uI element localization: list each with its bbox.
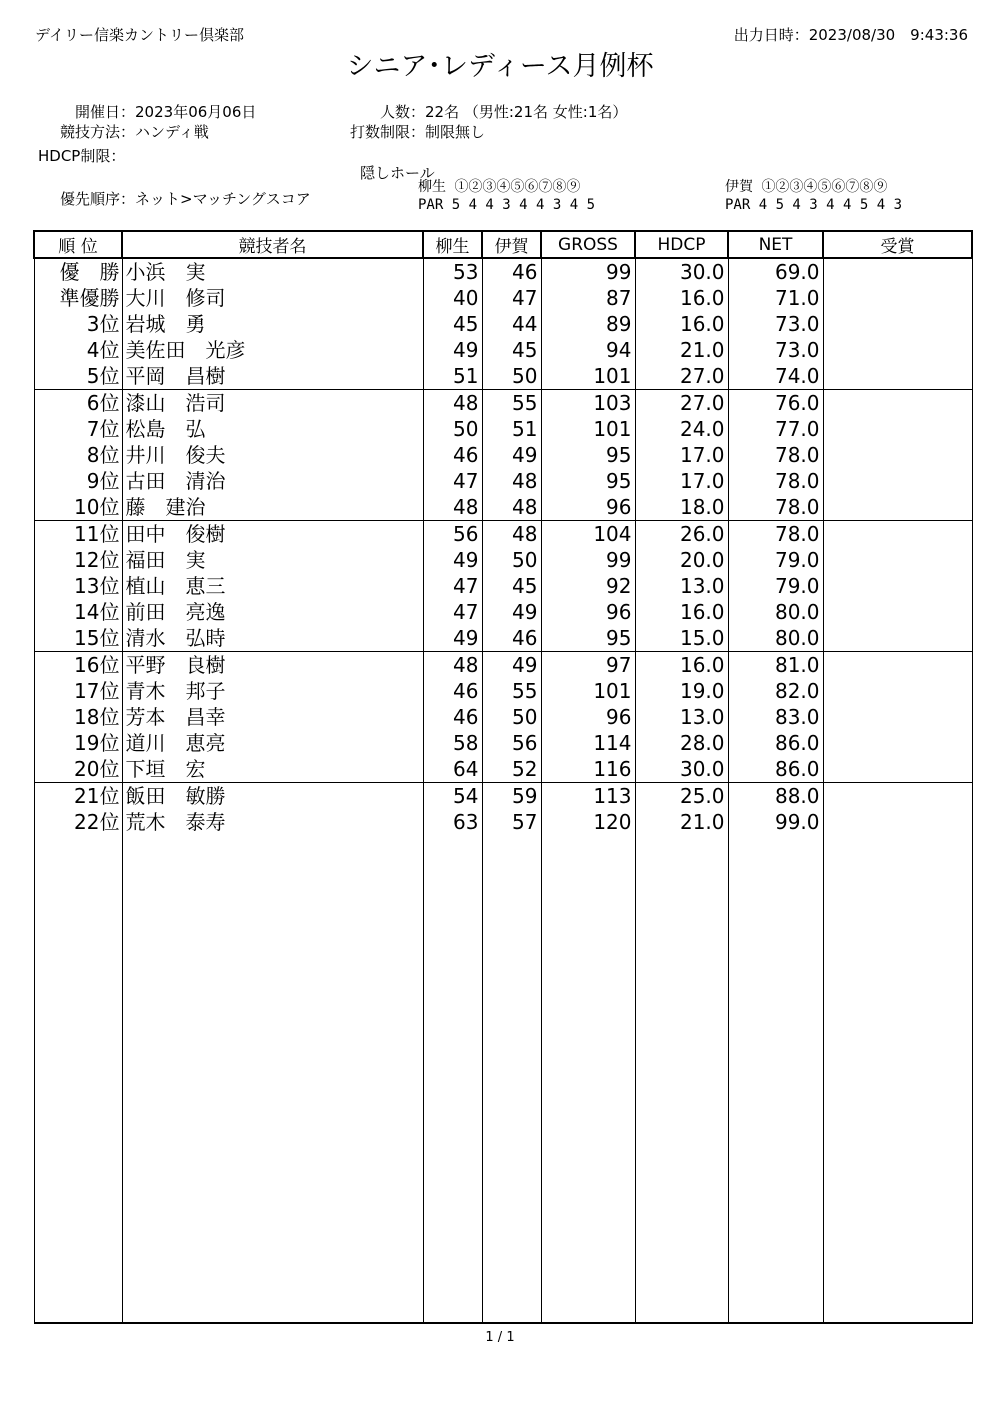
course1-par: PAR 5 4 4 3 4 4 3 4 5 xyxy=(418,197,596,213)
course1-marks: ①②③④⑤⑥⑦⑧⑨ xyxy=(454,179,581,195)
cell-out: 48 xyxy=(423,652,482,679)
cell-net: 73.0 xyxy=(728,337,823,363)
cell-in: 55 xyxy=(482,678,541,704)
cell-name: 田中 俊樹 xyxy=(122,521,423,548)
cell-out: 47 xyxy=(423,573,482,599)
cell-in: 55 xyxy=(482,390,541,417)
cell-net: 83.0 xyxy=(728,704,823,730)
blank-cell xyxy=(482,835,541,1323)
cell-gross: 95 xyxy=(541,442,635,468)
cell-in: 52 xyxy=(482,756,541,783)
cell-hdcp: 26.0 xyxy=(635,521,728,548)
cell-gross: 101 xyxy=(541,416,635,442)
cell-out: 49 xyxy=(423,547,482,573)
course2-name: 伊賀 xyxy=(725,179,753,195)
table-row xyxy=(34,416,972,442)
cell-hdcp: 25.0 xyxy=(635,783,728,810)
cell-name: 植山 恵三 xyxy=(122,573,423,599)
cell-hdcp: 19.0 xyxy=(635,678,728,704)
cell-hdcp: 18.0 xyxy=(635,494,728,521)
method-label: 競技方法 xyxy=(59,123,120,141)
priority-label: 優先順序 xyxy=(59,190,120,208)
cell-gross: 114 xyxy=(541,730,635,756)
cell-hdcp: 16.0 xyxy=(635,599,728,625)
cell-award xyxy=(823,625,972,652)
cell-award xyxy=(823,442,972,468)
cell-hdcp: 24.0 xyxy=(635,416,728,442)
cell-name: 大川 修司 xyxy=(122,285,423,311)
cell-award xyxy=(823,311,972,337)
cell-name: 美佐田 光彦 xyxy=(122,337,423,363)
table-row xyxy=(34,730,972,756)
cell-gross: 92 xyxy=(541,573,635,599)
cell-name: 芳本 昌幸 xyxy=(122,704,423,730)
cell-name: 平岡 昌樹 xyxy=(122,363,423,390)
hidden-holes-course2 xyxy=(725,180,902,213)
col-iga: 伊賀 xyxy=(482,231,541,258)
cell-hdcp: 27.0 xyxy=(635,363,728,390)
cell-in: 48 xyxy=(482,521,541,548)
cell-out: 56 xyxy=(423,521,482,548)
cell-net: 77.0 xyxy=(728,416,823,442)
cell-out: 54 xyxy=(423,783,482,810)
cell-rank: 17位 xyxy=(34,678,122,704)
blank-cell xyxy=(823,835,972,1323)
table-blank-area xyxy=(34,835,972,1323)
table-row xyxy=(34,337,972,363)
cell-gross: 113 xyxy=(541,783,635,810)
cell-hdcp: 16.0 xyxy=(635,652,728,679)
date-label: 開催日 xyxy=(74,103,120,121)
cell-hdcp: 17.0 xyxy=(635,468,728,494)
cell-net: 80.0 xyxy=(728,625,823,652)
cell-net: 74.0 xyxy=(728,363,823,390)
cell-in: 47 xyxy=(482,285,541,311)
cell-rank: 18位 xyxy=(34,704,122,730)
table-row xyxy=(34,809,972,835)
cell-gross: 104 xyxy=(541,521,635,548)
cell-out: 46 xyxy=(423,704,482,730)
cell-rank: 10位 xyxy=(34,494,122,521)
cell-gross: 120 xyxy=(541,809,635,835)
cell-in: 50 xyxy=(482,547,541,573)
cell-rank: 13位 xyxy=(34,573,122,599)
cell-rank: 15位 xyxy=(34,625,122,652)
hdcp-limit-label: HDCP制限： xyxy=(38,147,126,165)
cell-hdcp: 27.0 xyxy=(635,390,728,417)
limit-sep: ： xyxy=(410,123,426,141)
cell-award xyxy=(823,599,972,625)
table-row xyxy=(34,599,972,625)
cell-out: 51 xyxy=(423,363,482,390)
cell-name: 前田 亮逸 xyxy=(122,599,423,625)
col-award: 受賞 xyxy=(823,231,972,258)
table-row xyxy=(34,311,972,337)
club-name: デイリー信楽カントリー倶楽部 xyxy=(35,26,244,44)
cell-award xyxy=(823,573,972,599)
cell-name: 福田 実 xyxy=(122,547,423,573)
cell-rank: 4位 xyxy=(34,337,122,363)
cell-gross: 94 xyxy=(541,337,635,363)
cell-name: 松島 弘 xyxy=(122,416,423,442)
cell-award xyxy=(823,521,972,548)
cell-in: 50 xyxy=(482,363,541,390)
cell-award xyxy=(823,809,972,835)
cell-hdcp: 17.0 xyxy=(635,442,728,468)
cell-in: 48 xyxy=(482,494,541,521)
cell-out: 58 xyxy=(423,730,482,756)
cell-in: 49 xyxy=(482,599,541,625)
cell-gross: 101 xyxy=(541,678,635,704)
cell-name: 藤 建治 xyxy=(122,494,423,521)
table-header xyxy=(34,231,972,258)
cell-net: 71.0 xyxy=(728,285,823,311)
cell-name: 小浜 実 xyxy=(122,258,423,285)
table-row xyxy=(34,625,972,652)
results-table xyxy=(33,230,973,1324)
cell-rank: 優 勝 xyxy=(34,258,122,285)
cell-gross: 96 xyxy=(541,494,635,521)
date-value: 2023年06月06日 xyxy=(135,103,257,121)
cell-hdcp: 28.0 xyxy=(635,730,728,756)
print-timestamp: 出力日時：2023/08/30 9:43:36 xyxy=(733,26,968,44)
blank-cell xyxy=(423,835,482,1323)
table-row xyxy=(34,652,972,679)
cell-hdcp: 13.0 xyxy=(635,704,728,730)
cell-net: 86.0 xyxy=(728,730,823,756)
course2-par: PAR 4 5 4 3 4 4 5 4 3 xyxy=(725,197,903,213)
count-sep: ： xyxy=(410,103,426,121)
cell-rank: 11位 xyxy=(34,521,122,548)
blank-cell xyxy=(122,835,423,1323)
cell-out: 49 xyxy=(423,337,482,363)
cell-name: 青木 邦子 xyxy=(122,678,423,704)
cell-name: 清水 弘時 xyxy=(122,625,423,652)
cell-gross: 87 xyxy=(541,285,635,311)
table-row xyxy=(34,494,972,521)
blank-cell xyxy=(541,835,635,1323)
cell-name: 下垣 宏 xyxy=(122,756,423,783)
cell-award xyxy=(823,416,972,442)
cell-rank: 3位 xyxy=(34,311,122,337)
cell-in: 45 xyxy=(482,573,541,599)
cell-in: 57 xyxy=(482,809,541,835)
cell-in: 49 xyxy=(482,442,541,468)
cell-rank: 20位 xyxy=(34,756,122,783)
count-value: 22名 （男性:21名 女性:1名） xyxy=(425,103,628,121)
method-sep: ： xyxy=(120,123,136,141)
cell-hdcp: 30.0 xyxy=(635,756,728,783)
cell-net: 78.0 xyxy=(728,442,823,468)
limit-label: 打数制限 xyxy=(349,123,410,141)
cell-in: 44 xyxy=(482,311,541,337)
cell-in: 49 xyxy=(482,652,541,679)
cell-in: 59 xyxy=(482,783,541,810)
priority-sep: ： xyxy=(120,190,136,208)
cell-net: 78.0 xyxy=(728,468,823,494)
cell-in: 45 xyxy=(482,337,541,363)
cell-net: 99.0 xyxy=(728,809,823,835)
hidden-hole-label: 隠しホール xyxy=(360,164,435,182)
cell-net: 69.0 xyxy=(728,258,823,285)
table-row xyxy=(34,363,972,390)
cell-name: 井川 俊夫 xyxy=(122,442,423,468)
table-row xyxy=(34,783,972,810)
cell-name: 漆山 浩司 xyxy=(122,390,423,417)
cell-net: 86.0 xyxy=(728,756,823,783)
cell-gross: 95 xyxy=(541,468,635,494)
cell-rank: 19位 xyxy=(34,730,122,756)
cell-out: 40 xyxy=(423,285,482,311)
cell-rank: 16位 xyxy=(34,652,122,679)
cell-net: 78.0 xyxy=(728,521,823,548)
cell-out: 46 xyxy=(423,442,482,468)
priority-value: ネット>マッチングスコア xyxy=(135,190,311,208)
cell-in: 46 xyxy=(482,258,541,285)
cell-rank: 5位 xyxy=(34,363,122,390)
hidden-holes-course1 xyxy=(418,180,595,213)
cell-net: 78.0 xyxy=(728,494,823,521)
col-net: NET xyxy=(728,231,823,258)
cell-award xyxy=(823,363,972,390)
cell-out: 45 xyxy=(423,311,482,337)
cell-gross: 97 xyxy=(541,652,635,679)
cell-hdcp: 16.0 xyxy=(635,285,728,311)
cell-out: 48 xyxy=(423,390,482,417)
cell-out: 49 xyxy=(423,625,482,652)
table-row xyxy=(34,756,972,783)
cell-award xyxy=(823,652,972,679)
cell-gross: 89 xyxy=(541,311,635,337)
cell-in: 50 xyxy=(482,704,541,730)
table-row xyxy=(34,521,972,548)
cell-award xyxy=(823,704,972,730)
cell-rank: 6位 xyxy=(34,390,122,417)
cell-award xyxy=(823,285,972,311)
page-number: 1 / 1 xyxy=(485,1330,515,1345)
cell-rank: 7位 xyxy=(34,416,122,442)
info-date xyxy=(40,101,256,122)
cell-award xyxy=(823,756,972,783)
cell-gross: 116 xyxy=(541,756,635,783)
cell-rank: 12位 xyxy=(34,547,122,573)
info-count xyxy=(330,101,627,122)
info-priority xyxy=(40,188,311,209)
col-yagyu: 柳生 xyxy=(423,231,482,258)
cell-rank: 9位 xyxy=(34,468,122,494)
cell-net: 88.0 xyxy=(728,783,823,810)
cell-in: 46 xyxy=(482,625,541,652)
cell-out: 64 xyxy=(423,756,482,783)
cell-out: 48 xyxy=(423,494,482,521)
method-value: ハンディ戦 xyxy=(135,123,209,141)
count-label: 人数 xyxy=(379,103,410,121)
cell-gross: 99 xyxy=(541,258,635,285)
cell-net: 80.0 xyxy=(728,599,823,625)
table-row xyxy=(34,285,972,311)
cell-award xyxy=(823,337,972,363)
table-row xyxy=(34,573,972,599)
cell-award xyxy=(823,547,972,573)
cell-gross: 96 xyxy=(541,704,635,730)
cell-rank: 14位 xyxy=(34,599,122,625)
cell-rank: 準優勝 xyxy=(34,285,122,311)
limit-value: 制限無し xyxy=(425,123,486,141)
cell-award xyxy=(823,258,972,285)
cell-net: 82.0 xyxy=(728,678,823,704)
cell-net: 81.0 xyxy=(728,652,823,679)
cell-net: 73.0 xyxy=(728,311,823,337)
cell-name: 平野 良樹 xyxy=(122,652,423,679)
table-row xyxy=(34,442,972,468)
cell-hdcp: 21.0 xyxy=(635,809,728,835)
cell-net: 76.0 xyxy=(728,390,823,417)
table-row xyxy=(34,704,972,730)
cell-in: 48 xyxy=(482,468,541,494)
table-row xyxy=(34,258,972,285)
cell-name: 荒木 泰寿 xyxy=(122,809,423,835)
cell-out: 47 xyxy=(423,599,482,625)
table-row xyxy=(34,468,972,494)
cell-name: 道川 恵亮 xyxy=(122,730,423,756)
cell-out: 53 xyxy=(423,258,482,285)
cell-out: 63 xyxy=(423,809,482,835)
blank-cell xyxy=(34,835,122,1323)
cell-rank: 21位 xyxy=(34,783,122,810)
cell-out: 46 xyxy=(423,678,482,704)
cell-net: 79.0 xyxy=(728,547,823,573)
cell-award xyxy=(823,494,972,521)
cell-gross: 95 xyxy=(541,625,635,652)
cell-rank: 22位 xyxy=(34,809,122,835)
blank-cell xyxy=(728,835,823,1323)
col-gross: GROSS xyxy=(541,231,635,258)
info-method xyxy=(40,121,209,142)
cell-award xyxy=(823,783,972,810)
col-name: 競技者名 xyxy=(122,231,423,258)
cell-name: 古田 清治 xyxy=(122,468,423,494)
cell-hdcp: 13.0 xyxy=(635,573,728,599)
course2-marks: ①②③④⑤⑥⑦⑧⑨ xyxy=(761,179,888,195)
table-row xyxy=(34,390,972,417)
col-rank: 順 位 xyxy=(34,231,122,258)
cell-gross: 99 xyxy=(541,547,635,573)
cell-net: 79.0 xyxy=(728,573,823,599)
cell-hdcp: 16.0 xyxy=(635,311,728,337)
cell-gross: 103 xyxy=(541,390,635,417)
cell-hdcp: 21.0 xyxy=(635,337,728,363)
table-row xyxy=(34,547,972,573)
page-title: シニア･レディース月例杯 xyxy=(346,51,654,82)
info-limit xyxy=(330,121,485,142)
table-row xyxy=(34,678,972,704)
cell-gross: 96 xyxy=(541,599,635,625)
blank-cell xyxy=(635,835,728,1323)
cell-name: 飯田 敏勝 xyxy=(122,783,423,810)
cell-hdcp: 30.0 xyxy=(635,258,728,285)
cell-award xyxy=(823,390,972,417)
cell-hdcp: 15.0 xyxy=(635,625,728,652)
cell-award xyxy=(823,730,972,756)
date-sep: ： xyxy=(120,103,136,121)
course1-name: 柳生 xyxy=(418,179,446,195)
cell-award xyxy=(823,678,972,704)
cell-hdcp: 20.0 xyxy=(635,547,728,573)
cell-in: 51 xyxy=(482,416,541,442)
cell-name: 岩城 勇 xyxy=(122,311,423,337)
cell-award xyxy=(823,468,972,494)
cell-out: 50 xyxy=(423,416,482,442)
cell-gross: 101 xyxy=(541,363,635,390)
cell-in: 56 xyxy=(482,730,541,756)
cell-out: 47 xyxy=(423,468,482,494)
col-hdcp: HDCP xyxy=(635,231,728,258)
cell-rank: 8位 xyxy=(34,442,122,468)
